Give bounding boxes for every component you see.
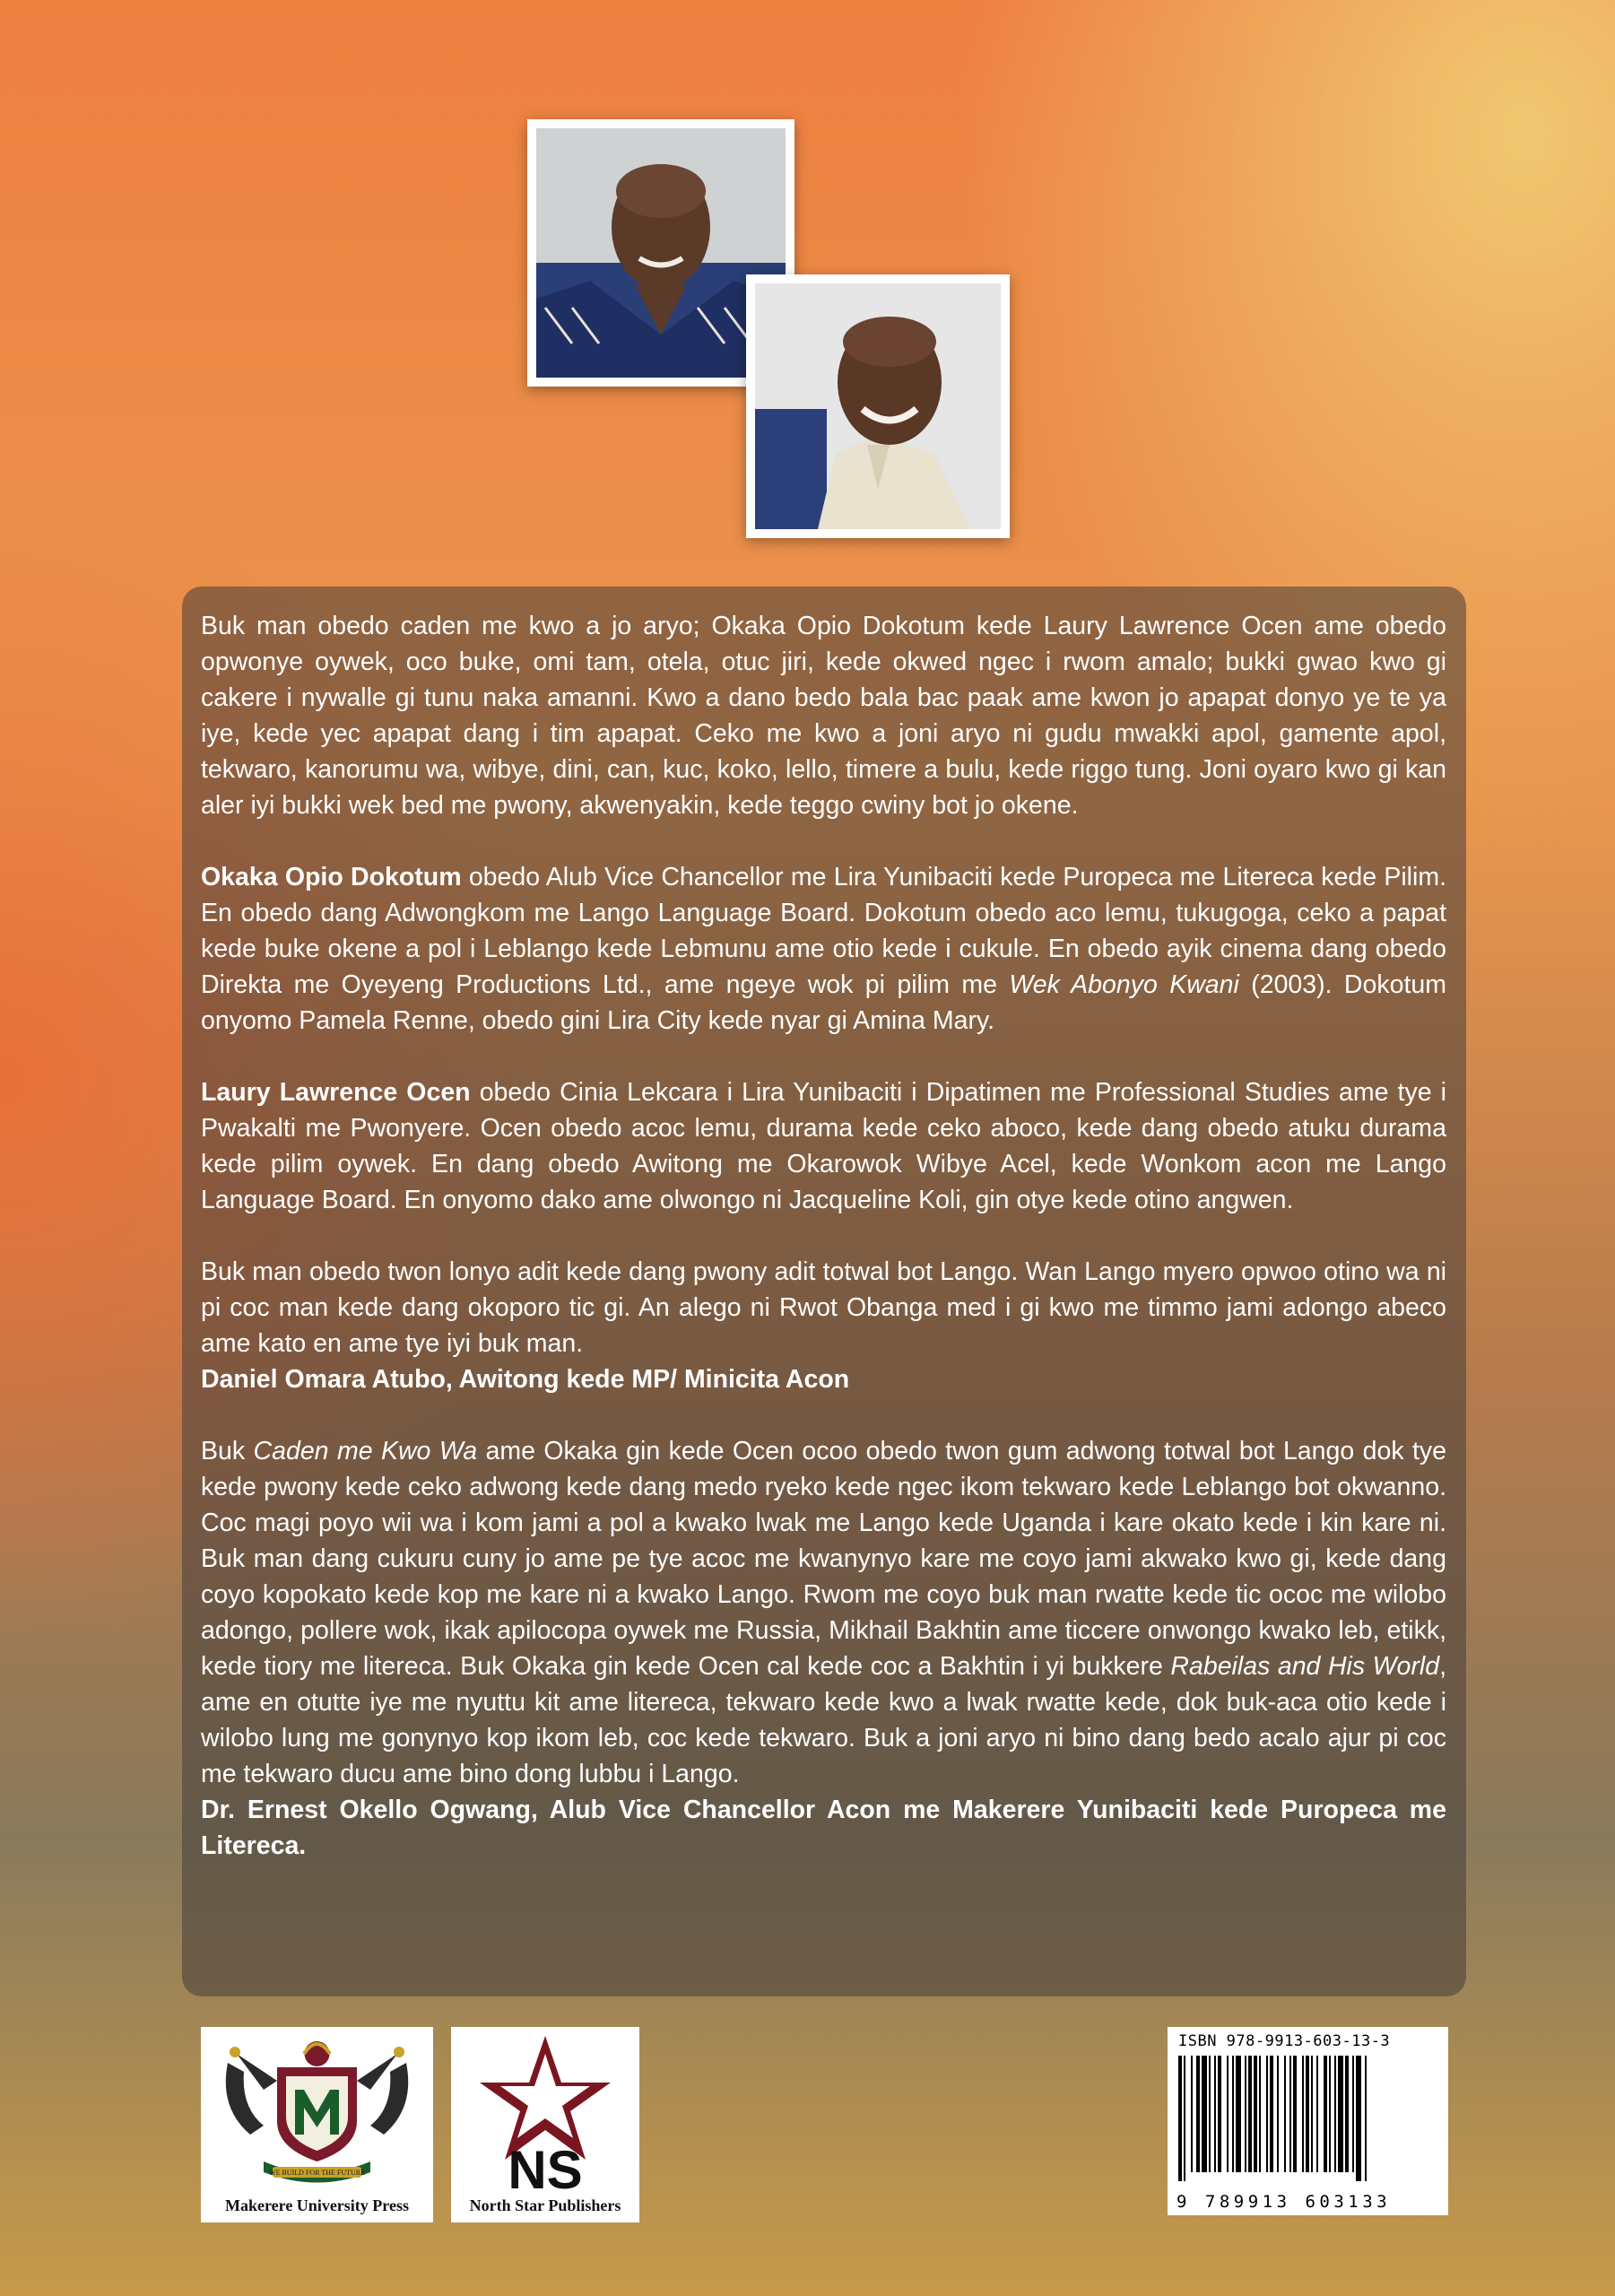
north-star-publishers-logo (451, 2027, 639, 2222)
barcode-bar (1202, 2056, 1207, 2172)
barcode-bar (1214, 2056, 1216, 2172)
barcode-bar (1232, 2056, 1234, 2172)
barcode-bar (1302, 2056, 1304, 2172)
bakhtin-book-title: Rabeilas and His World (1170, 1652, 1440, 1681)
barcode-bar (1270, 2056, 1273, 2172)
barcode-bar (1184, 2056, 1185, 2181)
barcode-bar (1227, 2056, 1229, 2172)
barcode-icon (1177, 2056, 1439, 2181)
barcode-bar (1289, 2056, 1291, 2172)
author-photo-ocen (746, 274, 1010, 538)
barcode-bar (1334, 2056, 1336, 2172)
barcode-bar (1248, 2056, 1252, 2172)
endorsement-signature-ogwang: Dr. Ernest Okello Ogwang, Alub Vice Chancellor Acon me Makerere Yunibaciti kede Puropeca me Litereca. (201, 1796, 1446, 1860)
barcode-bar (1191, 2056, 1193, 2172)
barcode-bar (1196, 2056, 1200, 2172)
back-cover-text-panel (182, 587, 1466, 1996)
barcode-bar (1329, 2056, 1331, 2172)
barcode-bar (1218, 2056, 1221, 2172)
endorsement-atubo: Buk man obedo twon lonyo adit kede dang pwony adit totwal bot Lango. Wan Lango myero opwoo otino wa ni pi coc man kede dang okoporo tic gi. An alego ni Rwot Obanga med i gi kwo me timmo jami adongo abeco ame kato en ame tye iyi buk man. (201, 1257, 1446, 1358)
northstar-caption: North Star Publishers (469, 2196, 621, 2214)
ean-digits: 9 789913 603133 (1177, 2192, 1392, 2212)
barcode-bar (1266, 2056, 1268, 2172)
barcode-bar (1345, 2056, 1349, 2172)
endorsement-signature-atubo: Daniel Omara Atubo, Awitong kede MP/ Minicita Acon (201, 1365, 850, 1394)
summary-paragraph: Buk man obedo caden me kwo a jo aryo; Okaka Opio Dokotum kede Laury Lawrence Ocen ame obedo opwonye oywek, oco buke, omi tam, otela, otuc jiri, kede okwed ngec i rwom amalo; bukki gwao kwo gi cakere i nywalle gi tunu naka amanni. Kwo a dano bedo bala bac paak ame kwon jo apapat donyo ye te ya iye, kede yec apapat dang i tim apapat. Ceko me kwo a joni aryo ni gudu mwakki apol, gamente apol, tekwaro, kanorumu wa, wibye, dini, can, kuc, koko, lello, timere a bulu, kede riggo tung. Joni oyaro kwo gi kan aler iyi bukki wek bed me pwony, akwenyakin, kede teggo cwiny bot jo okene. (201, 612, 1446, 820)
bio-dokotum: Okaka Opio Dokotum obedo Alub Vice Chancellor me Lira Yunibaciti kede Puropeca me Litereca kede Pilim. En obedo dang Adwongkom me Lango Language Board. Dokotum obedo aco lemu, tukugoga, ceko a papat kede buke okene a pol i Leblango kede Lebmunu ame otio kede i cukule. En obedo ayik cinema dang obedo Direkta me Oyeyeng Productions Ltd., ame ngeye wok pi pilim me Wek Abonyo Kwani (2003). Dokotum onyomo Pamela Renne, obedo gini Lira City kede nyar gi Amina Mary. (201, 863, 1446, 1035)
barcode-bar (1306, 2056, 1309, 2172)
makerere-university-press-logo (201, 2027, 433, 2222)
barcode-bar (1293, 2056, 1297, 2172)
barcode-bar (1259, 2056, 1261, 2172)
barcode-bar (1324, 2056, 1327, 2172)
isbn-label: ISBN 978-9913-603-13-3 (1178, 2032, 1391, 2050)
film-title: Wek Abonyo Kwani (1009, 970, 1239, 999)
barcode-bar (1236, 2056, 1241, 2172)
star-icon (451, 2027, 639, 2197)
barcode-bar (1338, 2056, 1343, 2172)
barcode-bar (1284, 2056, 1286, 2172)
isbn-barcode (1168, 2027, 1448, 2215)
portrait-image (755, 283, 1001, 529)
endorsement-ogwang: Buk Caden me Kwo Wa ame Okaka gin kede Ocen ocoo obedo twon gum adwong totwal bot Lango dok tye kede pwony kede ceko adwong kede dang medo ryeko kede ngec ikom tekwaro kede Leblango bot okwanno. Coc magi poyo wii wa i kom jami a pol a kwako lwak me Lango kede Uganda i kare okato kede i kin kare ni. Buk man dang cukuru cuny jo ame pe tye acoc me kwanynyo kare me coyo jami akwako kwo gi, kede dang coyo kopokato kede kop me kare ni a kwako Lango. Rwom me coyo buk man rwatte kede tic ococ me wilobo adongo, pollere wok, ikak apilocopa oywek me Russia, Mikhail Bakhtin ame ticcere onwongo kwako leb, etikk, kede tiory me litereca. Buk Okaka gin kede Ocen cal kede coc a Bakhtin i yi bukkere Rabeilas and His World, ame en otutte iye me nyuttu kit ame litereca, tekwaro kede kwo a lwak rwatte kede, dok buk-aca otio kede i wilobo lung me gonynyo kop ikom leb, coc kede tekwaro. Buk a joni aryo ni bino dang bedo acalo ajur pi coc me tekwaro ducu ame bino dong lubbu i Lango. (201, 1437, 1447, 1788)
barcode-bar (1311, 2056, 1313, 2172)
barcode-bar (1178, 2056, 1182, 2181)
barcode-bar (1352, 2056, 1354, 2172)
barcode-bar (1245, 2056, 1246, 2172)
barcode-bar (1365, 2056, 1367, 2181)
barcode-bar (1356, 2056, 1361, 2181)
bio-ocen: Laury Lawrence Ocen obedo Cinia Lekcara i Lira Yunibaciti i Dipatimen me Professional Studies ame tye i Pwakalti me Pwonyere. Ocen obedo acoc lemu, durama kede ceko aboco, kede dang obedo atuku durama kede pilim oywek. En dang obedo Awitong me Okarowok Wibye Acel, kede Wonkom acon me Lango Language Board. En onyomo dako ame olwongo ni Jacqueline Koli, gin otye kede otino angwen. (201, 1078, 1447, 1214)
barcode-bar (1209, 2056, 1211, 2172)
barcode-bar (1316, 2056, 1318, 2172)
author-name-dokotum: Okaka Opio Dokotum (201, 863, 462, 891)
barcode-bar (1254, 2056, 1257, 2172)
barcode-bar (1277, 2056, 1279, 2172)
ns-mark: NS (508, 2140, 583, 2197)
author-name-ocen: Laury Lawrence Ocen (201, 1078, 471, 1107)
makerere-caption: Makerere University Press (225, 2196, 409, 2214)
makerere-motto: WE BUILD FOR THE FUTURE (269, 2169, 365, 2177)
crest-icon (201, 2027, 433, 2197)
book-title: Caden me Kwo Wa (253, 1437, 478, 1465)
